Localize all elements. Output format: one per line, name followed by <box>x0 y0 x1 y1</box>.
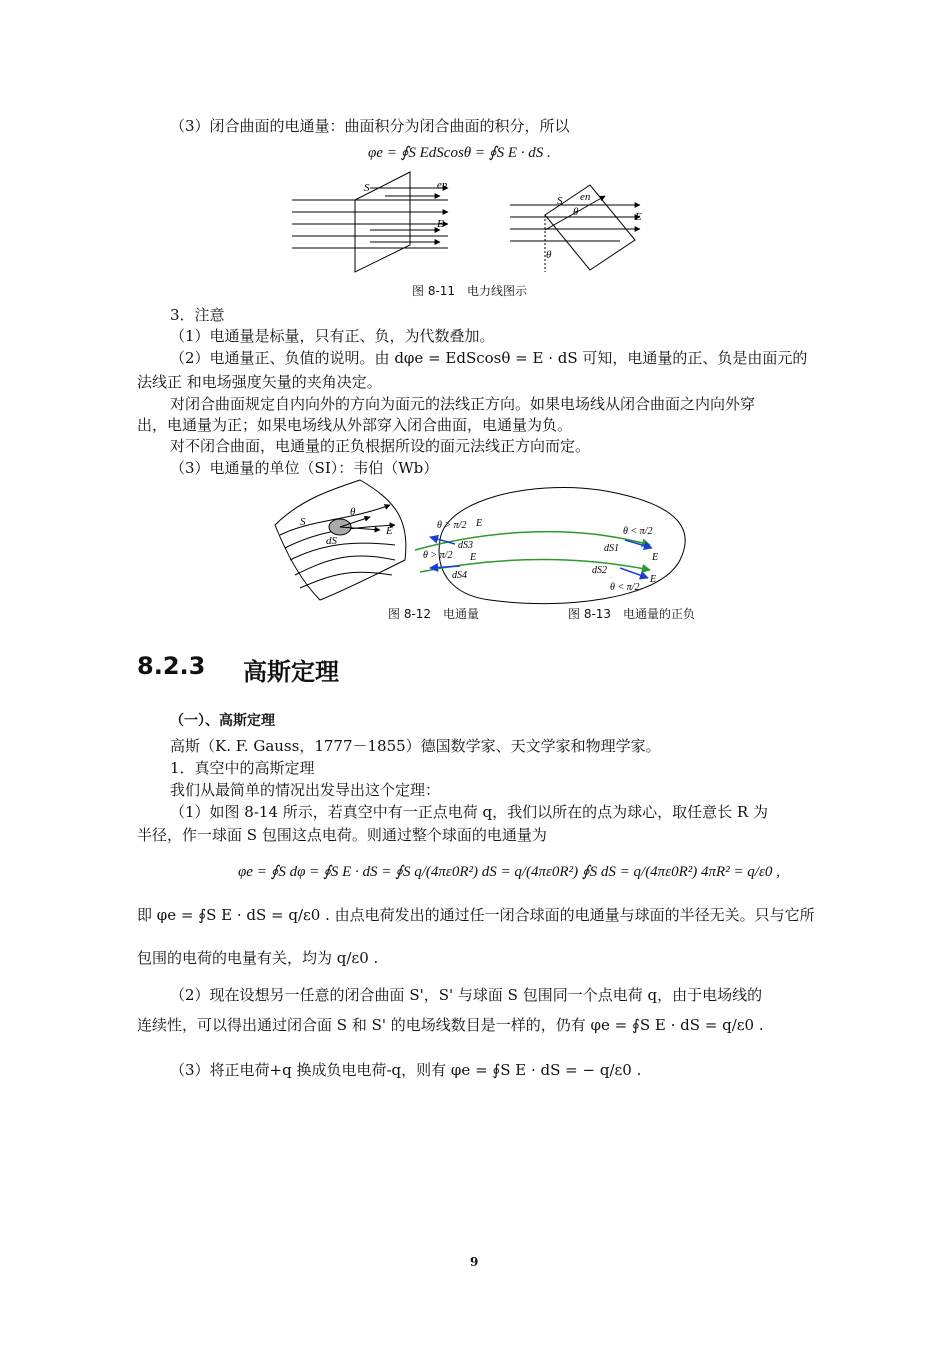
gauss-p7: （3）将正电荷+q 换成负电电荷-q，则有 φe = ∮S E · dS = − q/ε0 . <box>170 1061 642 1079</box>
label-e2: E <box>635 211 642 223</box>
label-ds3: dS3 <box>458 540 473 551</box>
gauss-p4b: 半径，作一球面 S 包围这点电荷。则通过整个球面的电通量为 <box>137 826 547 844</box>
gauss-bio: 高斯（K. F. Gauss，1777－1855）德国数学家、天文学家和物理学家。 <box>170 737 661 755</box>
section-number: 8.2.3 <box>137 652 206 680</box>
section3-item2b: 法线正 和电场强度矢量的夹角决定。 <box>137 373 382 391</box>
section3-para2: 对不闭合曲面，电通量的正负根据所设的面元法线正方向而定。 <box>170 437 591 455</box>
label-theta-812: θ <box>350 506 356 518</box>
caption-8-13: 图 8-13 电通量的正负 <box>568 607 696 621</box>
section3-item3: （3）电通量的单位（SI）：韦伯（Wb） <box>170 459 439 477</box>
section3-para1b: 出，电通量为正；如果电场线从外部穿入闭合曲面，电通量为负。 <box>137 416 573 434</box>
subheading: （一）、高斯定理 <box>170 713 275 729</box>
caption-8-11: 图 8-11 电力线图示 <box>412 284 528 298</box>
page-number: 9 <box>470 1255 479 1269</box>
label-ds4: dS4 <box>452 570 467 581</box>
label-e: E <box>437 218 444 230</box>
label-e-813d: E <box>650 574 657 585</box>
gauss-vacuum: 1．真空中的高斯定理 <box>170 759 315 777</box>
label-e-813c: E <box>652 552 659 563</box>
gauss-p6b: 连续性，可以得出通过闭合面 S 和 S' 的电场线数目是一样的，仍有 φe = ∮S E · dS = q/ε0 . <box>137 1016 764 1034</box>
label-e-813a: E <box>476 518 483 529</box>
label-theta: θ <box>573 206 579 218</box>
label-ds1: dS1 <box>604 543 619 554</box>
label-gt-1: θ > π/2 <box>437 520 467 531</box>
label-lt-1: θ < π/2 <box>623 526 653 537</box>
label-ds2: dS2 <box>592 565 607 576</box>
label-e-813b: E <box>470 552 477 563</box>
label-en2: en <box>580 191 591 203</box>
label-s: S <box>364 182 370 194</box>
gauss-p5b: 包围的电荷的电量有关，均为 q/ε0 . <box>137 949 379 967</box>
label-theta2: θ <box>546 249 552 261</box>
formula-gauss-sphere: φe = ∮S dφ = ∮S E · dS = ∮S q/(4πε0R²) dS = q/(4πε0R²) ∮S dS = q/(4πε0R²) 4πR² = q/ε0 , <box>238 864 780 880</box>
label-ds-812: dS <box>326 535 337 547</box>
section3-item2a: （2）电通量正、负值的说明。由 dφe = EdScosθ = E · dS 可知，电通量的正、负是由面元的 <box>170 349 808 367</box>
label-e-812: E <box>386 525 393 537</box>
formula-flux-closed: φe = ∮S EdScosθ = ∮S E · dS . <box>368 145 551 161</box>
gauss-p5a: 即 φe = ∮S E · dS = q/ε0 . 由点电荷发出的通过任一闭合球面的电通量与球面的半径无关。只与它所 <box>137 906 815 924</box>
label-lt-2: θ < π/2 <box>610 582 640 593</box>
intro-line: （3）闭合曲面的电通量：曲面积分为闭合曲面的积分，所以 <box>170 117 570 135</box>
label-s-812: S <box>300 516 306 528</box>
gauss-start: 我们从最简单的情况出发导出这个定理： <box>170 781 441 799</box>
section3-heading: 3．注意 <box>170 306 225 324</box>
caption-8-12: 图 8-12 电通量 <box>388 607 480 621</box>
section-title: 高斯定理 <box>243 658 339 686</box>
section3-para1a: 对闭合曲面规定自内向外的方向为面元的法线正方向。如果电场线从闭合曲面之内向外穿 <box>170 395 756 413</box>
gauss-p4a: （1）如图 8-14 所示，若真空中有一正点电荷 q，我们以所在的点为球心，取任意长 R 为 <box>170 803 768 821</box>
label-en: en <box>437 179 448 191</box>
label-gt-2: θ > π/2 <box>423 550 453 561</box>
gauss-p6a: （2）现在设想另一任意的闭合曲面 S'，S' 与球面 S 包围同一个点电荷 q，由于电场线的 <box>170 986 763 1004</box>
section3-item1: （1）电通量是标量，只有正、负，为代数叠加。 <box>170 327 495 345</box>
label-s2: S <box>557 195 563 207</box>
